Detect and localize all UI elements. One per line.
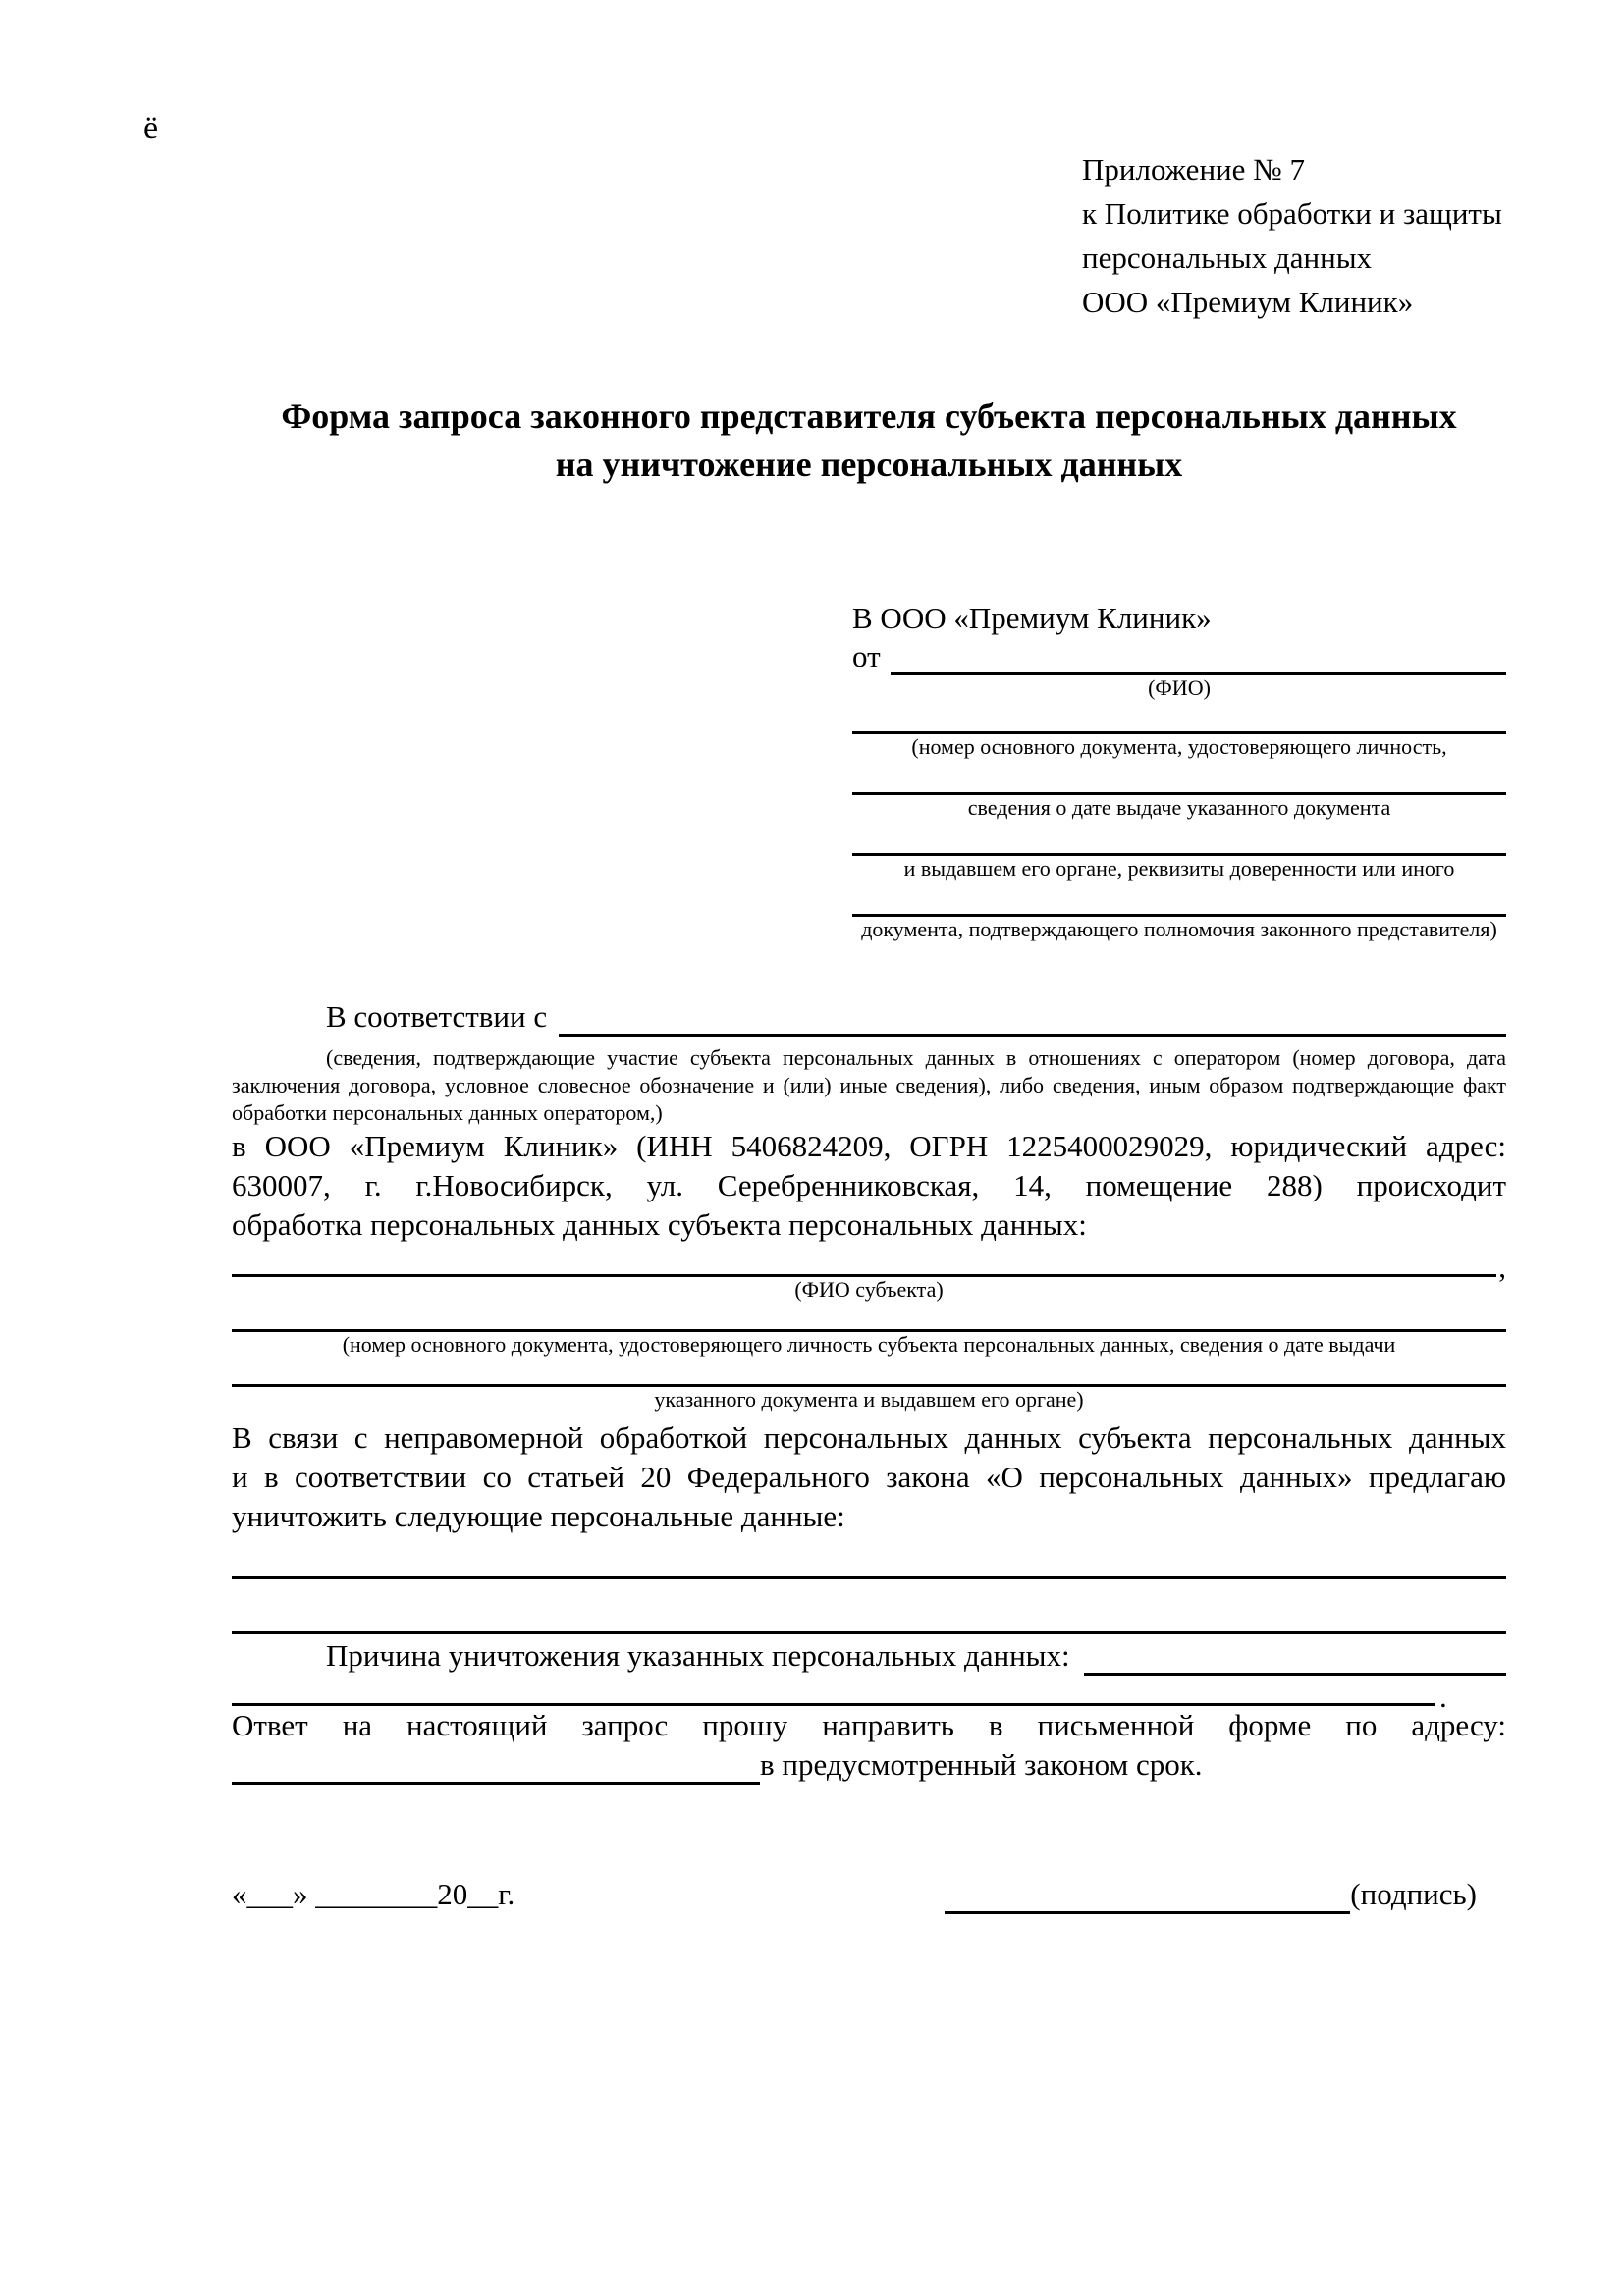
operator-line-2: 630007, г. г.Новосибирск, ул. Серебренниковская, 14, помещение 288) происходит xyxy=(232,1168,1506,1202)
appendix-line-3: персональных данных xyxy=(1082,240,1373,275)
subject-fio-comma: , xyxy=(1498,1250,1506,1284)
appendix-number: Приложение № 7 xyxy=(1082,152,1305,187)
accordance-lead: В соответствии с xyxy=(326,999,548,1034)
operator-line-3: обработка персональных данных субъекта персональных данных: xyxy=(232,1207,1087,1242)
reason-period: . xyxy=(1439,1680,1447,1714)
request-paragraph xyxy=(232,1418,1506,1536)
subject-fio-row xyxy=(232,1245,1506,1284)
rep-doc-blank-3[interactable] xyxy=(852,821,1506,856)
data-blank-line-2[interactable] xyxy=(232,1579,1506,1634)
reason-label: Причина уничтожения указанных персональных данных: xyxy=(326,1638,1070,1673)
form-title-line-2: на уничтожение персональных данных xyxy=(555,445,1183,484)
subject-doc-caption-1: (номер основного документа, удостоверяющего личность субъекта персональных данных, сведения о дате выдачи xyxy=(342,1332,1396,1357)
reason-row xyxy=(232,1636,1506,1676)
appendix-line-2: к Политике обработки и защиты xyxy=(1082,196,1502,231)
subject-doc-blank-1[interactable] xyxy=(232,1303,1506,1332)
note-line-3: обработки персональных данных оператором,) xyxy=(232,1100,663,1125)
stray-char: ё xyxy=(143,110,159,146)
rep-doc-caption-4: документа, подтверждающего полномочия законного представителя) xyxy=(861,917,1497,941)
request-line-1: В связи с неправомерной обработкой персональных данных субъекта персональных данных xyxy=(232,1420,1506,1455)
note-line-2: заключения договора, условное словесное обозначение и (или) иные сведения), либо сведения, иным образом подтверждающие факт xyxy=(232,1073,1506,1097)
signature-row xyxy=(232,1875,1506,1914)
reason-continuation-row xyxy=(232,1676,1506,1714)
accordance-blank[interactable] xyxy=(559,1034,1506,1037)
appendix-header xyxy=(1082,0,1506,324)
form-title-line-1: Форма запроса законного представителя субъекта персональных данных xyxy=(281,397,1457,436)
reply-address-blank[interactable] xyxy=(232,1748,760,1785)
operator-line-1: в ООО «Премиум Клиник» (ИНН 5406824209, ОГРН 1225400029029, юридический адрес: xyxy=(232,1129,1506,1163)
rep-doc-caption-1: (номер основного документа, удостоверяющего личность, xyxy=(911,734,1447,759)
rep-doc-blank-4[interactable] xyxy=(852,881,1506,917)
data-blank-line-1[interactable] xyxy=(232,1536,1506,1579)
rep-doc-caption-2: сведения о дате выдаче указанного документа xyxy=(967,795,1391,820)
request-line-3: уничтожить следующие персональные данные: xyxy=(232,1499,845,1533)
request-line-2: и в соответствии со статьей 20 Федерального закона «О персональных данных» предлагаю xyxy=(232,1460,1506,1494)
note-line-1: (сведения, подтверждающие участие субъекта персональных данных в отношениях с оператором (номер договора, дата xyxy=(326,1045,1506,1070)
rep-doc-blank-2[interactable] xyxy=(852,760,1506,795)
operator-paragraph xyxy=(232,1127,1506,1245)
appendix-line-4: ООО «Премиум Клиник» xyxy=(1082,285,1414,319)
signature-caption: (подпись) xyxy=(1350,1877,1477,1911)
rep-doc-blank-1[interactable] xyxy=(852,701,1506,734)
date-field[interactable]: «___» ________20__г. xyxy=(232,1877,515,1911)
addressee-org: В ООО «Премиум Клиник» xyxy=(852,601,1212,635)
form-title xyxy=(232,393,1506,489)
fio-caption: (ФИО) xyxy=(1148,675,1211,700)
addressee-block xyxy=(852,599,1506,942)
reply-term-text: в предусмотренный законом срок. xyxy=(760,1747,1203,1782)
subject-fio-caption: (ФИО субъекта) xyxy=(794,1277,944,1302)
accordance-row xyxy=(232,997,1506,1037)
document-content xyxy=(232,0,1506,1914)
from-label: от xyxy=(852,639,881,673)
reply-address-row xyxy=(232,1745,1506,1785)
rep-doc-caption-3: и выдавшем его органе, реквизиты доверенности или иного xyxy=(903,856,1455,881)
subject-doc-caption-2: указанного документа и выдавшем его органе) xyxy=(654,1387,1084,1412)
from-row xyxy=(852,638,1506,675)
reason-continuation-blank[interactable] xyxy=(232,1673,1435,1706)
subject-doc-blank-2[interactable] xyxy=(232,1358,1506,1387)
signature-blank[interactable] xyxy=(945,1878,1350,1914)
reply-line: Ответ на настоящий запрос прошу направить в письменной форме по адресу: xyxy=(232,1708,1506,1742)
note-paragraph xyxy=(232,1044,1506,1127)
